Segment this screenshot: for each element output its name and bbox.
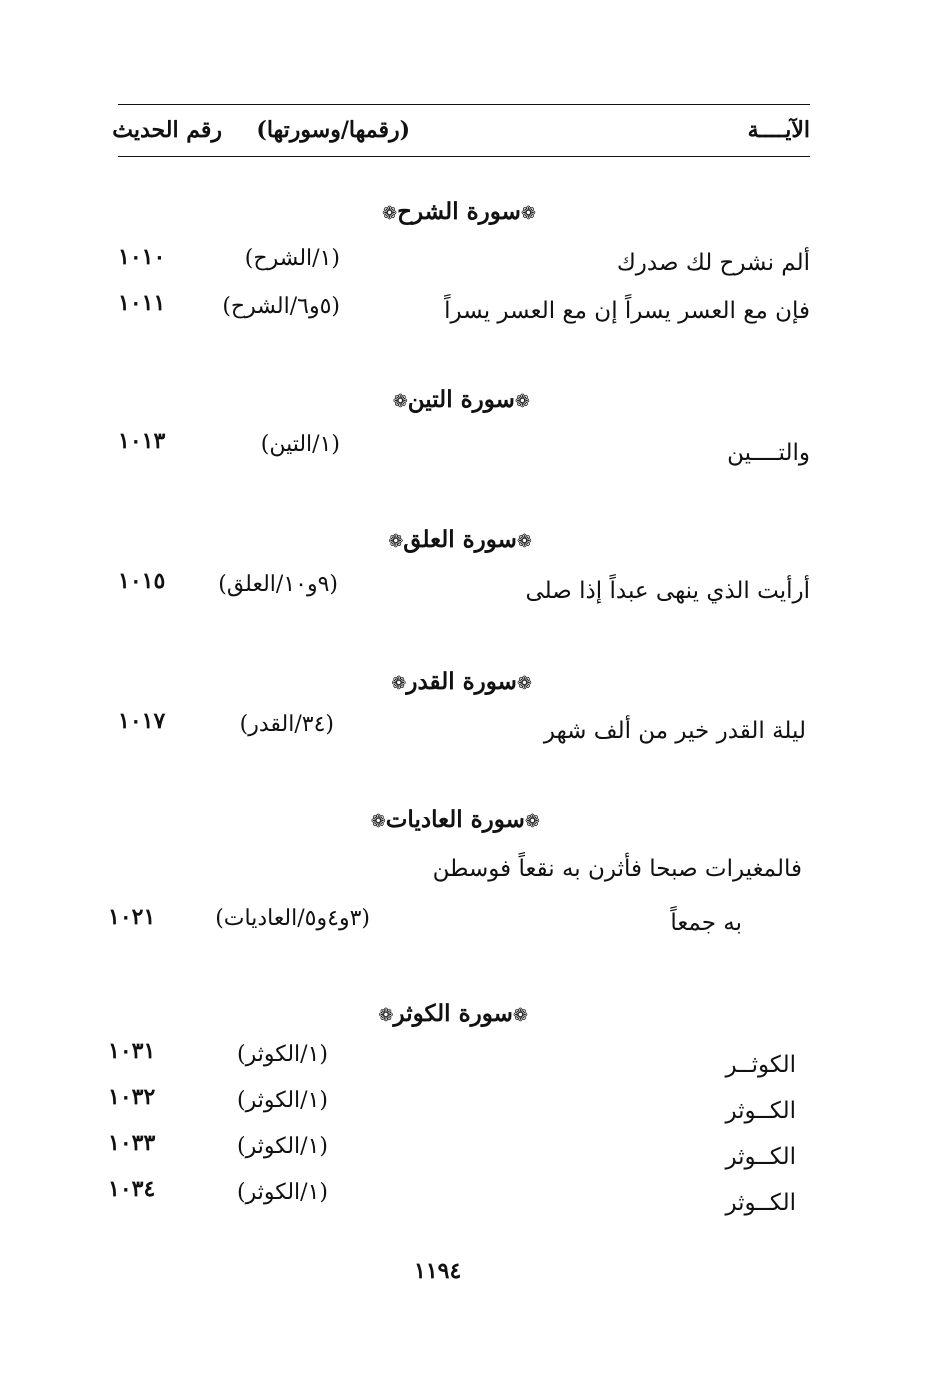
- verse-reference: (١/الكوثر): [236, 1180, 328, 1205]
- ornament-icon: ❁: [516, 531, 532, 552]
- hadith-number: ١٠١٠: [118, 244, 166, 270]
- hadith-number: ١٠١٥: [118, 568, 166, 594]
- hadith-number: ١٠٣٣: [108, 1130, 156, 1156]
- hadith-number: ١٠٣٤: [108, 1176, 156, 1202]
- verse-text-continuation: به جمعاً: [670, 910, 742, 936]
- ornament-icon: ❁: [391, 673, 407, 694]
- ornament-icon: ❁: [514, 391, 530, 412]
- verse-reference: (٥و٦/الشرح): [222, 294, 340, 319]
- header-top-rule: [118, 104, 810, 105]
- header-bottom-rule: [118, 156, 810, 157]
- verse-text: أرأيت الذي ينهى عبداً إذا صلى: [525, 578, 810, 604]
- section-title: ❁سورة التين❁: [392, 386, 530, 413]
- section-title: ❁سورة القدر❁: [391, 668, 532, 695]
- header-verse-column: الآيــــة: [747, 117, 810, 143]
- verse-text: ألم نشرح لك صدرك: [616, 250, 810, 276]
- ornament-icon: ❁: [516, 673, 532, 694]
- verse-reference: (٣و٤و٥/العاديات): [215, 906, 370, 931]
- verse-text: الكوثــر: [725, 1052, 796, 1078]
- ornament-icon: ❁: [382, 203, 398, 224]
- section-title: ❁سورة الشرح❁: [382, 198, 536, 225]
- verse-text: والتــــين: [727, 440, 810, 466]
- ornament-icon: ❁: [392, 391, 408, 412]
- ornament-icon: ❁: [524, 811, 540, 832]
- hadith-number: ١٠٣١: [108, 1038, 156, 1064]
- section-title: ❁سورة العاديات❁: [370, 806, 540, 833]
- verse-reference: (١/الكوثر): [236, 1042, 328, 1067]
- ornament-icon: ❁: [378, 1005, 394, 1026]
- verse-text: ليلة القدر خير من ألف شهر: [543, 718, 806, 744]
- section-title: ❁سورة العلق❁: [388, 526, 532, 553]
- verse-reference: (٣٤/القدر): [239, 712, 334, 737]
- verse-reference: (١/التين): [260, 432, 340, 457]
- verse-text: الكــوثر: [725, 1190, 796, 1216]
- hadith-number: ١٠١١: [118, 290, 166, 316]
- verse-text: فإن مع العسر يسراً إن مع العسر يسراً: [444, 298, 810, 324]
- ornament-icon: ❁: [512, 1005, 528, 1026]
- verse-reference: (٩و١٠/العلق): [218, 572, 338, 597]
- ornament-icon: ❁: [520, 203, 536, 224]
- hadith-number: ١٠٣٢: [108, 1084, 156, 1110]
- header-reference-column: (رقمها/وسورتها): [256, 117, 410, 143]
- section-title: ❁سورة الكوثر❁: [378, 1000, 528, 1027]
- verse-reference: (١/الكوثر): [236, 1134, 328, 1159]
- hadith-number: ١٠١٣: [118, 428, 166, 454]
- verse-text: فالمغيرات صبحا فأثرن به نقعاً فوسطن: [432, 856, 802, 882]
- ornament-icon: ❁: [370, 811, 386, 832]
- verse-text: الكــوثر: [725, 1098, 796, 1124]
- header-hadith-number-column: رقم الحديث: [112, 117, 222, 143]
- hadith-number: ١٠١٧: [118, 708, 166, 734]
- verse-text: الكــوثر: [725, 1144, 796, 1170]
- page-number: ١١٩٤: [414, 1258, 462, 1284]
- hadith-number: ١٠٢١: [108, 904, 156, 930]
- verse-reference: (١/الكوثر): [236, 1088, 328, 1113]
- ornament-icon: ❁: [388, 531, 404, 552]
- verse-reference: (١/الشرح): [244, 246, 340, 271]
